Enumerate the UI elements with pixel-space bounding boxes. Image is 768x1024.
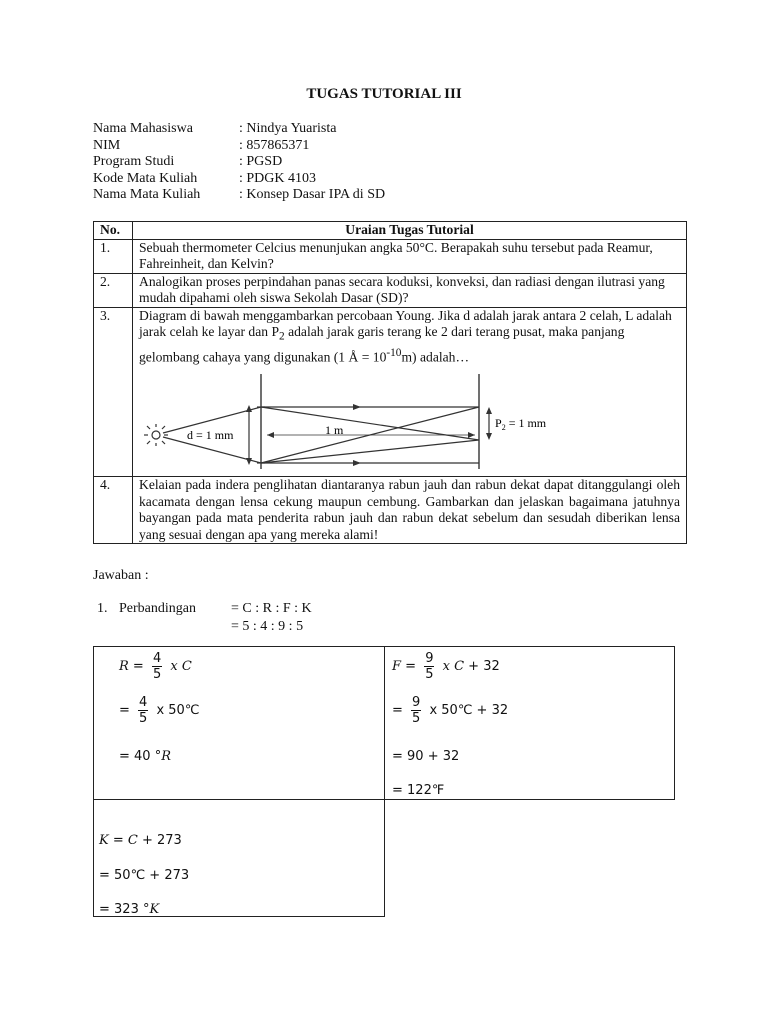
student-info xyxy=(93,121,385,204)
info-value: : Nindya Yuarista xyxy=(239,121,337,136)
fraction-numerator: 9 xyxy=(412,695,421,710)
info-row xyxy=(93,187,385,204)
task-text xyxy=(139,308,680,367)
math-rest: x 50℃ + 32 xyxy=(425,703,509,718)
info-label: Kode Mata Kuliah xyxy=(93,170,198,186)
reamur-result xyxy=(119,749,171,764)
ratio-eq: = C : R : F : K xyxy=(231,601,312,616)
info-value: : PDGK 4103 xyxy=(239,170,317,186)
kelvin-box xyxy=(93,798,385,917)
fraction-denominator: 5 xyxy=(152,667,162,682)
math-op: = xyxy=(128,659,148,674)
slit-distance-label: d = 1 mm xyxy=(187,428,234,443)
reamur-box xyxy=(93,646,385,800)
math-op: = xyxy=(119,703,135,718)
ratio-label: Perbandingan xyxy=(119,601,196,616)
math-var: F xyxy=(392,659,402,674)
ratio-eq-values: = 5 : 4 : 9 : 5 xyxy=(231,619,304,634)
info-row xyxy=(93,171,385,188)
fahrenheit-substitution xyxy=(392,695,508,726)
fringe-p-subscript: 2 xyxy=(501,423,506,433)
task-text: Analogikan proses perpindahan panas secara koduksi, konveksi, dan radiasi dengan ilutrasi yang mudah dipahami oleh siswa Sekolah Dasar (SD)? xyxy=(133,273,687,307)
fraction-denominator: 5 xyxy=(412,711,421,726)
math-tail: + 273 xyxy=(137,833,182,848)
fraction xyxy=(411,695,421,726)
fraction-denominator: 5 xyxy=(425,667,434,682)
task-text-part: adalah jarak garis terang ke 2 dari terang pusat, maka panjang gelombang cahaya yang digunakan (1 Å = 10 xyxy=(139,324,625,365)
info-row xyxy=(93,138,385,155)
info-value: : PGSD xyxy=(239,154,283,169)
task-number: 3. xyxy=(94,307,133,477)
table-row xyxy=(94,239,687,273)
task-number: 2. xyxy=(94,273,133,307)
math-var: C xyxy=(181,659,192,674)
fraction xyxy=(424,651,434,682)
fringe-p-text: P xyxy=(495,416,502,431)
info-label: NIM xyxy=(93,137,121,153)
math-var: C xyxy=(454,659,465,674)
fahrenheit-formula xyxy=(392,651,500,682)
info-label: Program Studi xyxy=(93,154,175,169)
fringe-distance-label xyxy=(495,416,547,432)
table-row xyxy=(94,273,687,307)
fraction xyxy=(152,651,162,682)
fraction-numerator: 4 xyxy=(139,695,148,710)
task-cell xyxy=(133,307,687,477)
header-no: No. xyxy=(94,222,133,240)
task-table xyxy=(93,221,687,544)
task-text-part: Diagram di bawah menggambarkan percobaan Young. Jika d adalah jarak antara 2 celah, L adalah jarak celah ke layar dan P xyxy=(139,307,672,339)
ratio-line xyxy=(97,600,312,618)
reamur-substitution xyxy=(119,695,199,726)
table-row xyxy=(94,477,687,544)
math-result: = 40 ° xyxy=(119,749,162,764)
fraction xyxy=(138,695,148,726)
info-row xyxy=(93,121,385,138)
info-label: Nama Mahasiswa xyxy=(93,121,193,136)
math-unit: K xyxy=(149,902,160,917)
math-unit: R xyxy=(161,749,171,764)
ratio-block xyxy=(97,600,312,636)
light-source-icon xyxy=(144,424,168,446)
math-var: R xyxy=(119,659,129,674)
table-header-row xyxy=(94,222,687,240)
task-number: 1. xyxy=(94,239,133,273)
math-result: = 323 ° xyxy=(99,902,150,917)
table-row xyxy=(94,307,687,477)
kelvin-substitution: = 50℃ + 273 xyxy=(99,868,190,883)
info-value: : 857865371 xyxy=(239,137,310,153)
fahrenheit-box xyxy=(383,646,675,800)
kelvin-formula xyxy=(99,833,182,848)
task-text: Sebuah thermometer Celcius menunjukan angka 50°C. Berapakah suhu tersebut pada Reamur, Fahreinheit, dan Kelvin? xyxy=(133,239,687,273)
math-op: = xyxy=(392,703,408,718)
math-var: C xyxy=(127,833,138,848)
task-subscript: 2 xyxy=(279,330,285,343)
math-op: = xyxy=(401,659,421,674)
math-var: K xyxy=(99,833,109,848)
fraction-denominator: 5 xyxy=(139,711,148,726)
info-value: : Konsep Dasar IPA di SD xyxy=(239,187,386,202)
fraction-numerator: 4 xyxy=(152,651,162,666)
info-label: Nama Mata Kuliah xyxy=(93,187,201,202)
answer-heading: Jawaban : xyxy=(93,568,149,583)
header-task: Uraian Tugas Tutorial xyxy=(133,222,687,240)
math-rest: x 50℃ xyxy=(152,703,200,718)
fraction-numerator: 9 xyxy=(425,651,434,666)
fahrenheit-step: = 90 + 32 xyxy=(392,749,460,764)
task-number: 4. xyxy=(94,477,133,544)
page-title: TUGAS TUTORIAL III xyxy=(306,86,462,102)
answer-number: 1. xyxy=(97,601,108,616)
fringe-p-value: = 1 mm xyxy=(505,416,547,431)
young-experiment-diagram xyxy=(139,372,559,472)
math-op: x xyxy=(438,659,455,674)
task-text: Kelaian pada indera penglihatan diantaranya rabun jauh dan rabun dekat dapat ditanggulangi oleh kacamata dengan lensa cekung maupun cembung. Gambarkan dan jelaskan bagaimana jatuhnya bayangan pada mata penderita rabun jauh dan rabun dekat sebelum dan sesudah diberikan lensa yang sesuai dengan apa yang mereka alami! xyxy=(133,477,687,544)
info-row xyxy=(93,154,385,171)
task-superscript: -10 xyxy=(386,347,402,360)
screen-distance-label: 1 m xyxy=(325,423,344,438)
reamur-formula xyxy=(119,651,192,682)
math-tail: + 32 xyxy=(464,659,500,674)
fahrenheit-result: = 122℉ xyxy=(392,783,445,798)
math-op: = xyxy=(108,833,128,848)
kelvin-result xyxy=(99,902,159,917)
math-op: x xyxy=(166,659,182,674)
task-text-part: m) adalah… xyxy=(401,349,470,365)
